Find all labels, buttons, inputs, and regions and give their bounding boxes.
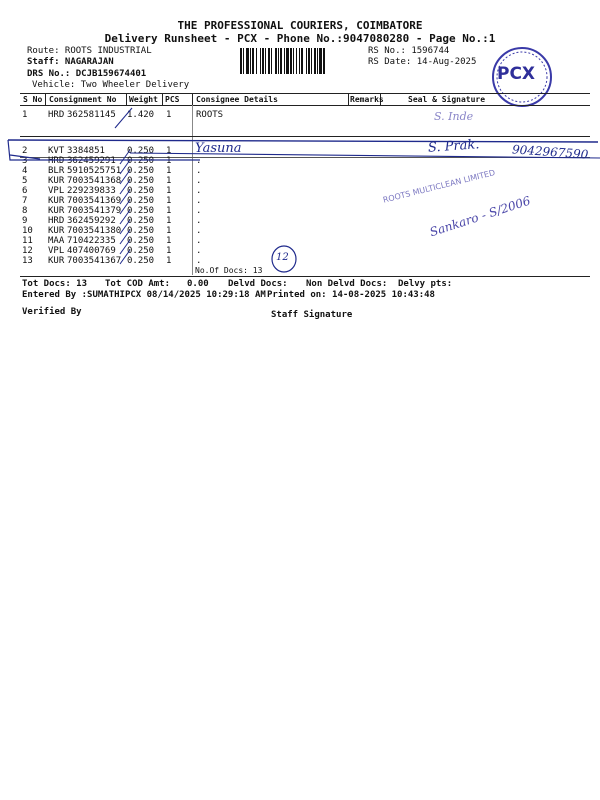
barcode-bar <box>293 48 294 74</box>
row-sno: 13 <box>22 256 33 266</box>
row-sno: 6 <box>22 186 28 196</box>
route-label: Route: ROOTS INDUSTRIAL <box>27 46 152 56</box>
row-consignee: . <box>196 176 202 186</box>
handwritten-phone: 9042967590 <box>511 142 589 162</box>
tot-cod-label: Tot COD Amt: <box>105 279 171 289</box>
table-row <box>0 110 600 120</box>
row-weight: 0.250 <box>127 156 155 166</box>
no-of-docs: No.Of Docs: 13 <box>195 266 263 275</box>
rs-date: RS Date: 14-Aug-2025 <box>368 57 477 67</box>
row-prefix: KUR <box>48 176 65 186</box>
row-consignee: . <box>196 216 202 226</box>
row-weight: 0.250 <box>127 206 155 216</box>
row-consignee: ROOTS <box>196 110 224 120</box>
barcode-bar <box>286 48 289 74</box>
row-weight: 0.250 <box>127 226 155 236</box>
row-weight: 0.250 <box>127 196 155 206</box>
barcode-bar <box>319 48 322 74</box>
barcode-bar <box>317 48 318 74</box>
barcode-bar <box>296 48 297 74</box>
col-header-consignment: Consignment No <box>49 95 117 104</box>
col-header-weight: Weight <box>129 95 158 104</box>
barcode-bar <box>240 48 242 74</box>
row-consignee: . <box>196 156 202 166</box>
row-sno: 9 <box>22 216 28 226</box>
row-pcs: 1 <box>166 206 172 216</box>
row-pcs: 1 <box>166 226 172 236</box>
row-sno: 10 <box>22 226 33 236</box>
table-row <box>0 246 600 256</box>
row-pcs: 1 <box>166 246 172 256</box>
row-consignee: . <box>196 246 202 256</box>
table-row <box>0 176 600 186</box>
row-sno: 7 <box>22 196 28 206</box>
printed-on: Printed on: 14-08-2025 10:43:48 <box>267 290 435 300</box>
row-prefix: MAA <box>48 236 65 246</box>
table-row <box>0 236 600 246</box>
table-header-line <box>20 105 590 106</box>
row-weight: 1.420 <box>127 110 155 120</box>
row-pcs: 1 <box>166 166 172 176</box>
barcode-bar <box>260 48 261 74</box>
verified-by: Verified By <box>22 307 82 317</box>
col-header-consignee: Consignee Details <box>196 95 278 104</box>
row-weight: 0.250 <box>127 166 155 176</box>
row-weight: 0.250 <box>127 246 155 256</box>
row-prefix: VPL <box>48 186 65 196</box>
row-prefix: KUR <box>48 206 65 216</box>
row-number: 407400769 <box>67 246 116 256</box>
handwritten-signature-2: Sankaro - S/2006 <box>428 193 533 240</box>
barcode-bar <box>290 48 292 74</box>
row-number: 3384851 <box>67 146 105 156</box>
row-consignee: . <box>196 186 202 196</box>
row-number: 7003541369 <box>67 196 122 206</box>
col-divider <box>45 93 46 105</box>
col-header-remarks: Remarks <box>350 95 384 104</box>
row-number: 229239833 <box>67 186 116 196</box>
row-pcs: 1 <box>166 216 172 226</box>
table-row <box>0 186 600 196</box>
runsheet-title: Delivery Runsheet - PCX - Phone No.:9047080280 - Page No.:1 <box>104 32 496 45</box>
row-prefix: KUR <box>48 196 65 206</box>
row-number: 7003541379 <box>67 206 122 216</box>
barcode-bar <box>268 48 270 74</box>
row-number: 362459292 <box>67 216 116 226</box>
barcode-bar <box>275 48 277 74</box>
row-prefix: KUR <box>48 256 65 266</box>
row-consignee: . <box>196 166 202 176</box>
row-weight: 0.250 <box>127 236 155 246</box>
barcode-bar <box>278 48 279 74</box>
row-sno: 11 <box>22 236 33 246</box>
table-row <box>0 256 600 266</box>
row-consignee: . <box>196 236 202 246</box>
row-weight: 0.250 <box>127 186 155 196</box>
row-sno: 3 <box>22 156 28 166</box>
handwritten-recipient: Yasuna <box>195 141 242 156</box>
row-prefix: HRD <box>48 216 65 226</box>
col-header-sno: S No <box>23 95 43 104</box>
rs-number: RS No.: 1596744 <box>368 46 450 56</box>
barcode-bar <box>311 48 312 74</box>
barcode-bar <box>280 48 282 74</box>
weight-tick-marks <box>110 100 150 270</box>
row-pcs: 1 <box>166 186 172 196</box>
row-weight: 0.250 <box>127 176 155 186</box>
non-delvd-docs: Non Delvd Docs: <box>306 279 388 289</box>
pcx-stamp-text: PCX <box>497 64 536 84</box>
row-pcs: 1 <box>166 110 172 120</box>
vehicle-label: Vehicle: Two Wheeler Delivery <box>32 80 190 90</box>
table-row <box>0 216 600 226</box>
handwritten-signature: S. Prak. <box>427 137 480 156</box>
table-row <box>0 226 600 236</box>
row-prefix: HRD <box>48 110 65 120</box>
row-consignee: . <box>196 226 202 236</box>
row-sno: 8 <box>22 206 28 216</box>
col-divider <box>348 93 349 105</box>
row-number: 5910525751 <box>67 166 122 176</box>
col-divider <box>192 93 193 105</box>
company-stamp: ROOTS MULTICLEAN LIMITED <box>382 168 497 205</box>
barcode <box>240 48 362 74</box>
staff-signature: Staff Signature <box>271 310 353 320</box>
delvy-pts: Delvy pts: <box>398 279 453 289</box>
staff-label: Staff: NAGARAJAN <box>27 57 114 67</box>
company-name: THE PROFESSIONAL COURIERS, COIMBATORE <box>177 19 423 32</box>
barcode-bar <box>284 48 285 74</box>
row-number: 7003541368 <box>67 176 122 186</box>
barcode-bar <box>271 48 272 74</box>
entered-by: Entered By :SUMATHIPCX 08/14/2025 10:29:18 AM <box>22 290 266 300</box>
drs-number: DRS No.: DCJB159674401 <box>27 69 147 79</box>
row-sno: 5 <box>22 176 28 186</box>
handwritten-row1-sign: S. Inde <box>434 110 474 123</box>
row-prefix: BLR <box>48 166 65 176</box>
row-number: 362581145 <box>67 110 116 120</box>
row-prefix: HRD <box>48 156 65 166</box>
row-consignee: . <box>196 196 202 206</box>
row-prefix: VPL <box>48 246 65 256</box>
col-header-pcs: PCS <box>165 95 180 104</box>
row-number: 7003541380 <box>67 226 122 236</box>
table-bottom-line <box>20 276 590 277</box>
barcode-bar <box>299 48 300 74</box>
row-number: 7003541367 <box>67 256 122 266</box>
barcode-bar <box>314 48 316 74</box>
row-pcs: 1 <box>166 236 172 246</box>
barcode-bar <box>306 48 307 74</box>
tot-cod-value: 0.00 <box>187 279 209 289</box>
row-weight: 0.250 <box>127 146 155 156</box>
row-consignee: . <box>196 206 202 216</box>
row-pcs: 1 <box>166 196 172 206</box>
row-weight: 0.250 <box>127 216 155 226</box>
barcode-bar <box>256 48 257 74</box>
col-divider <box>162 93 163 105</box>
row-pcs: 1 <box>166 176 172 186</box>
row-prefix: KVT <box>48 146 65 156</box>
circled-count: 12 <box>276 252 289 263</box>
tot-docs: Tot Docs: 13 <box>22 279 88 289</box>
row-sno: 2 <box>22 146 28 156</box>
barcode-bar <box>323 48 325 74</box>
delvd-docs: Delvd Docs: <box>228 279 288 289</box>
row-pcs: 1 <box>166 146 172 156</box>
barcode-bar <box>262 48 264 74</box>
barcode-bar <box>308 48 310 74</box>
col-header-seal: Seal & Signature <box>408 95 486 104</box>
barcode-bar <box>250 48 251 74</box>
barcode-bar <box>252 48 254 74</box>
table-top-line <box>20 93 590 94</box>
row-pcs: 1 <box>166 156 172 166</box>
barcode-bar <box>246 48 249 74</box>
barcode-bar <box>301 48 303 74</box>
pen-box-row2 <box>0 130 600 170</box>
row-sno: 12 <box>22 246 33 256</box>
row-number: 362459291 <box>67 156 116 166</box>
row-pcs: 1 <box>166 256 172 266</box>
row-number: 710422335 <box>67 236 116 246</box>
barcode-bar <box>243 48 244 74</box>
row-weight: 0.250 <box>127 256 155 266</box>
barcode-bar <box>265 48 266 74</box>
row-consignee: . <box>196 256 202 266</box>
row-sno: 4 <box>22 166 28 176</box>
row-sno: 1 <box>22 110 28 120</box>
row-prefix: KUR <box>48 226 65 236</box>
